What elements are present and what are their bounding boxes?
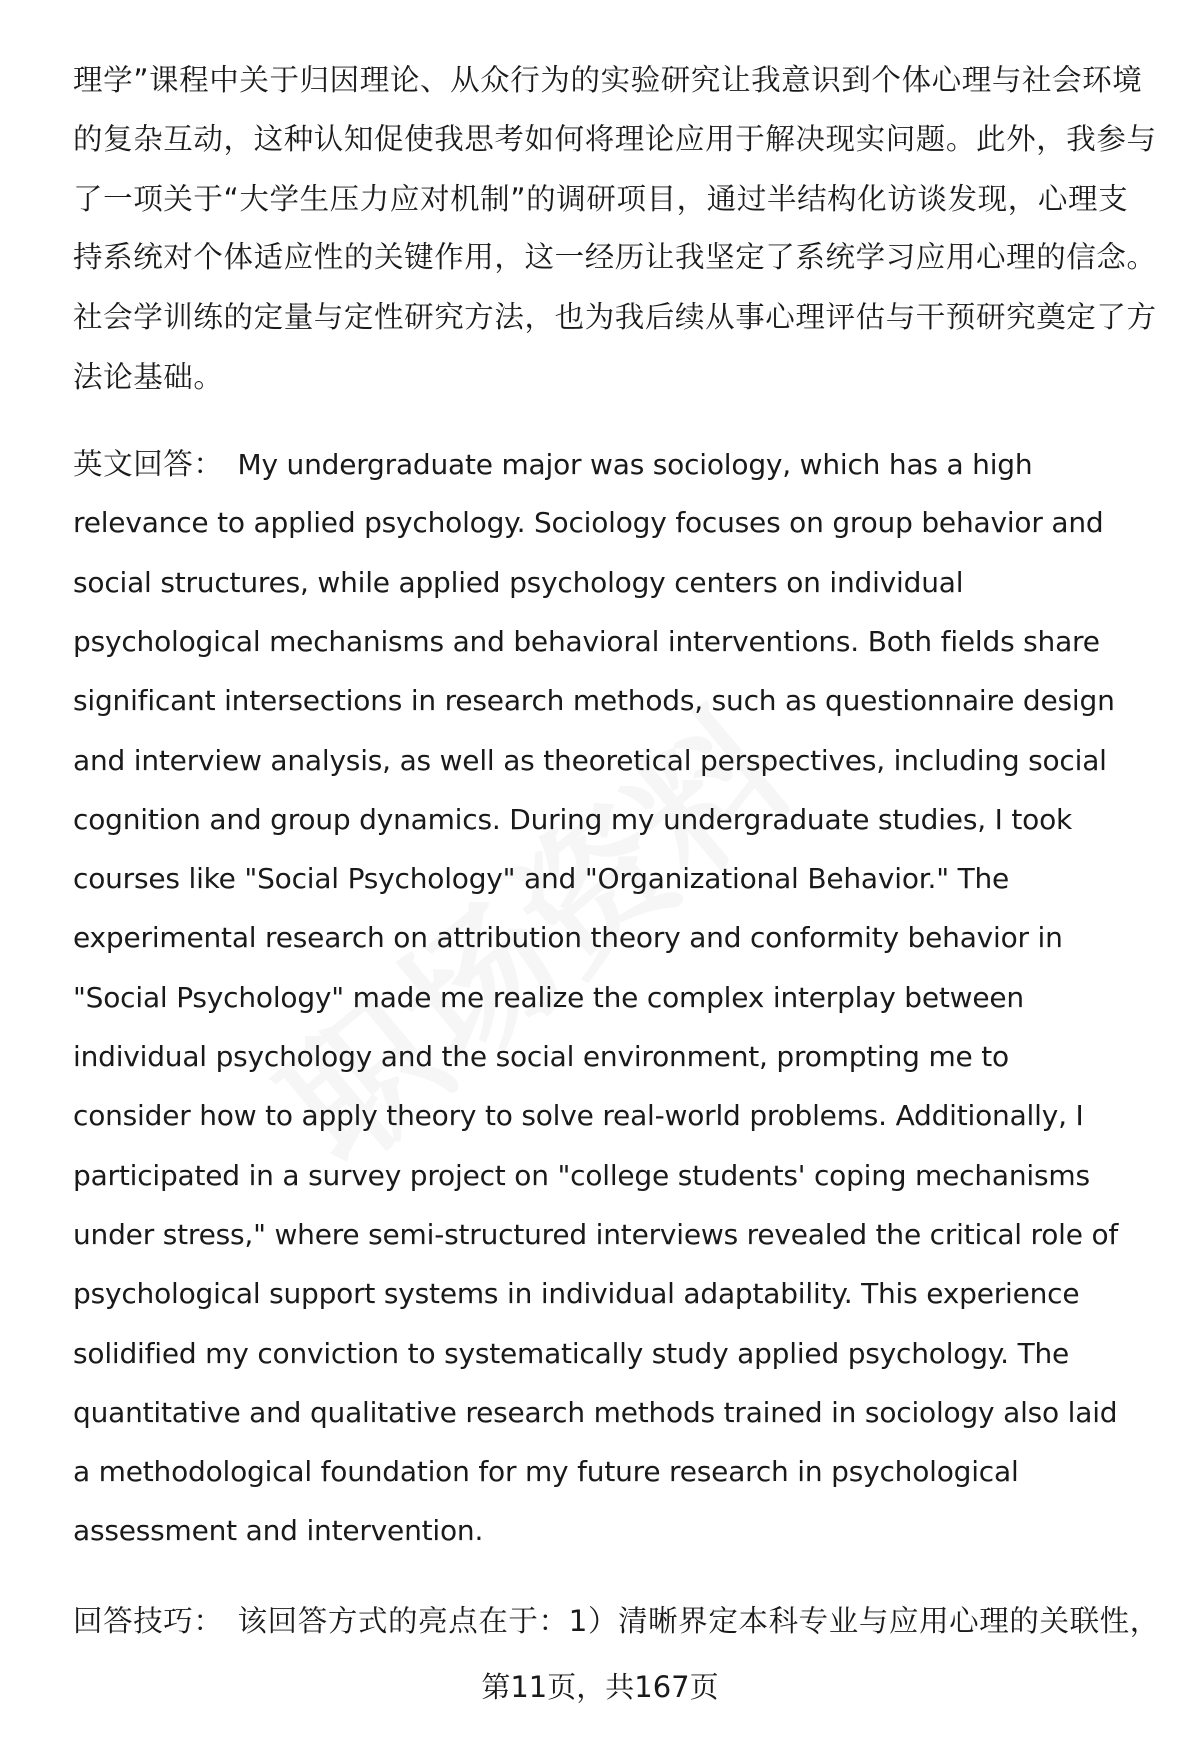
paragraph-line: experimental research on attribution theory and conformity behavior in (73, 921, 1063, 955)
paragraph-line: solidified my conviction to systematically study applied psychology. The (73, 1336, 1070, 1370)
paragraph-line: under stress," where semi-structured interviews revealed the critical role of (73, 1217, 1119, 1251)
paragraph-line: 法论基础。 (73, 360, 224, 394)
paragraph-line: cognition and group dynamics. During my undergraduate studies, I took (73, 802, 1073, 836)
paragraph-line (73, 444, 1032, 485)
paragraph-line: relevance to applied psychology. Sociology focuses on group behavior and (73, 506, 1104, 540)
paragraph-line: assessment and intervention. (73, 1514, 484, 1548)
paragraph-line: and interview analysis, as well as theoretical perspectives, including social (73, 743, 1107, 777)
page-indicator: 第11页，共167页 (481, 1670, 719, 1704)
paragraph-line: psychological support systems in individual adaptability. This experience (73, 1277, 1080, 1311)
paragraph-line: 了一项关于“大学生压力应对机制”的调研项目，通过半结构化访谈发现，心理支 (73, 182, 1129, 216)
paragraph-line: 的复杂互动，这种认知促使我思考如何将理论应用于解决现实问题。此外，我参与 (73, 122, 1157, 156)
paragraph-line: 社会学训练的定量与定性研究方法，也为我后续从事心理评估与干预研究奠定了方 (73, 300, 1157, 334)
paragraph-line: 理学”课程中关于归因理论、从众行为的实验研究让我意识到个体心理与社会环境 (73, 63, 1143, 97)
paragraph-line: "Social Psychology" made me realize the complex interplay between (73, 980, 1024, 1014)
paragraph-line: consider how to apply theory to solve real-world problems. Additionally, I (73, 1099, 1084, 1133)
tips-text: 该回答方式的亮点在于：1）清晰界定本科专业与应用心理的关联性， (237, 1604, 1160, 1638)
tips-label: 回答技巧： (73, 1604, 224, 1638)
paragraph-line: courses like "Social Psychology" and "Organizational Behavior." The (73, 862, 1010, 896)
paragraph-line: participated in a survey project on "college students' coping mechanisms (73, 1158, 1090, 1192)
paragraph-line: individual psychology and the social environment, prompting me to (73, 1040, 1009, 1073)
paragraph-line: significant intersections in research methods, such as questionnaire design (73, 684, 1115, 718)
paragraph-line: 持系统对个体适应性的关键作用，这一经历让我坚定了系统学习应用心理的信念。 (73, 240, 1157, 274)
paragraph-line: social structures, while applied psychology centers on individual (73, 565, 964, 599)
paragraph-line: a methodological foundation for my future research in psychological (73, 1455, 1019, 1489)
paragraph-line: quantitative and qualitative research methods trained in sociology also laid (73, 1395, 1118, 1429)
english-answer-label: 英文回答： (73, 447, 224, 481)
answer-tips (73, 1601, 1160, 1641)
paragraph-line: psychological mechanisms and behavioral interventions. Both fields share (73, 624, 1100, 658)
english-answer-text: My undergraduate major was sociology, which has a high (237, 448, 1033, 481)
